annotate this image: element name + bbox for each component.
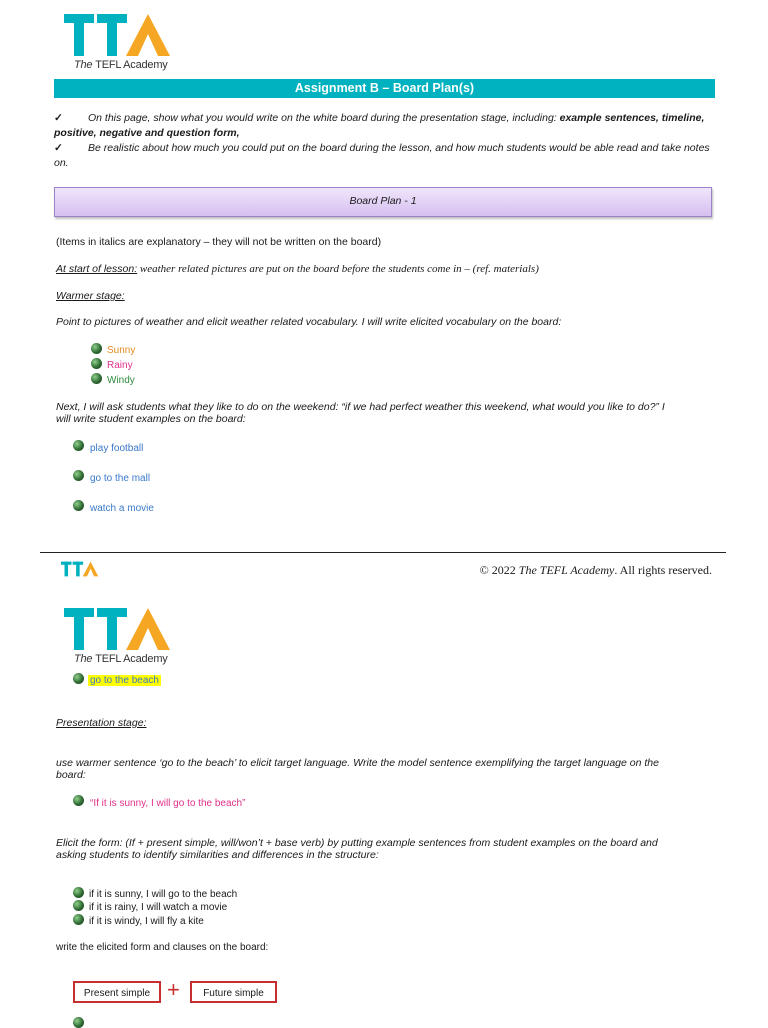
- future-simple-box: Future simple: [190, 981, 277, 1003]
- vocab-rainy: Rainy: [107, 360, 133, 371]
- bullet-icon: [73, 887, 84, 898]
- logo-tagline: [74, 59, 184, 71]
- instruction-line-1: [54, 111, 720, 126]
- start-of-lesson-text: weather related pictures are put on the board before the students come in – (ref. materials): [137, 263, 539, 275]
- warmer-stage-label: Warmer stage:: [56, 290, 125, 302]
- present-simple-box: Present simple: [73, 981, 161, 1003]
- tta-logo-page2: [64, 606, 184, 665]
- bullet-icon: [91, 343, 102, 354]
- bullet-icon: [73, 914, 84, 925]
- presentation-text-1: use warmer sentence ‘go to the beach’ to elicit target language. Write the model sentence exemplifying the target language on the: [56, 757, 659, 769]
- check-mark-icon: ✓: [54, 112, 63, 124]
- elicit-form-text-2: asking students to identify similarities and differences in the structure:: [56, 849, 379, 861]
- instruction-2-cont: on.: [54, 157, 69, 169]
- instruction-1-bold: example sentences, timeline,: [559, 112, 705, 124]
- instruction-2-text: Be realistic about how much you could put on the board during the lesson, and how much students would be able read and take notes: [88, 142, 710, 154]
- logo-tagline-the: The: [74, 59, 93, 71]
- warmer-stage-text: Point to pictures of weather and elicit weather related vocabulary. I will write elicited vocabulary on the board:: [56, 316, 562, 328]
- beach-highlight: go to the beach: [90, 675, 159, 686]
- logo-tagline-rest: TEFL Academy: [95, 59, 168, 71]
- page-divider: [40, 552, 726, 553]
- board-plan-header: Board Plan - 1: [54, 187, 712, 217]
- logo-tagline-the: The: [74, 653, 93, 665]
- sentence-rainy: if it is rainy, I will watch a movie: [89, 902, 228, 913]
- bullet-icon: [91, 358, 102, 369]
- tta-logo-mark: [64, 606, 172, 652]
- instruction-line-2b: [54, 156, 69, 171]
- elicit-form-text-1: Elicit the form: (If + present simple, will/won’t + base verb) by putting example sentences from student examples on the board and: [56, 837, 658, 849]
- tta-logo: [64, 12, 184, 71]
- presentation-stage-label: Presentation stage:: [56, 717, 147, 729]
- sentence-sunny: if it is sunny, I will go to the beach: [89, 889, 238, 900]
- presentation-text-2: board:: [56, 769, 86, 781]
- bullet-icon: [73, 440, 84, 451]
- bullet-icon: [91, 373, 102, 384]
- tta-logo-mark: [64, 12, 172, 58]
- start-of-lesson: [56, 263, 736, 276]
- bullet-icon: [73, 673, 84, 684]
- footer-logo: [61, 560, 99, 578]
- example-watch-a-movie: watch a movie: [90, 503, 154, 514]
- bullet-icon: [73, 470, 84, 481]
- bullet-icon: [73, 900, 84, 911]
- footer-copyright: [480, 563, 712, 578]
- assignment-title-bar: Assignment B – Board Plan(s): [54, 79, 715, 98]
- bullet-icon: [73, 795, 84, 806]
- copyright-suffix: . All rights reserved.: [614, 563, 712, 577]
- bullet-icon: [73, 1017, 84, 1028]
- instruction-line-2: [54, 141, 720, 156]
- start-of-lesson-label: At start of lesson:: [56, 263, 138, 275]
- example-play-football: play football: [90, 443, 144, 454]
- logo-tagline-rest: TEFL Academy: [95, 653, 168, 665]
- vocab-windy: Windy: [107, 375, 135, 386]
- next-question-text-1: Next, I will ask students what they like to do on the weekend: “if we had perfect weather this weekend, what would you like to do?” I: [56, 401, 665, 413]
- copyright-company: The TEFL Academy: [518, 563, 615, 577]
- instruction-line-1b: [54, 126, 240, 141]
- next-question-text-2: will write student examples on the board:: [56, 413, 246, 425]
- check-mark-icon: ✓: [54, 142, 63, 154]
- vocab-sunny: Sunny: [107, 345, 136, 356]
- example-go-to-the-mall: go to the mall: [90, 473, 151, 484]
- bullet-icon: [73, 500, 84, 511]
- instruction-1-bold2: positive, negative and question form,: [54, 127, 240, 139]
- copyright-prefix: © 2022: [479, 563, 519, 577]
- plus-sign: +: [167, 977, 180, 1002]
- logo-tagline: [74, 653, 184, 665]
- instruction-1-text: On this page, show what you would write on the white board during the presentation stage, including:: [88, 112, 560, 124]
- write-form-text: write the elicited form and clauses on the board:: [56, 942, 269, 953]
- model-sentence: “If it is sunny, I will go to the beach”: [90, 798, 246, 809]
- sentence-windy: if it is windy, I will fly a kite: [89, 916, 204, 927]
- italics-note: (Items in italics are explanatory – they will not be written on the board): [56, 236, 382, 248]
